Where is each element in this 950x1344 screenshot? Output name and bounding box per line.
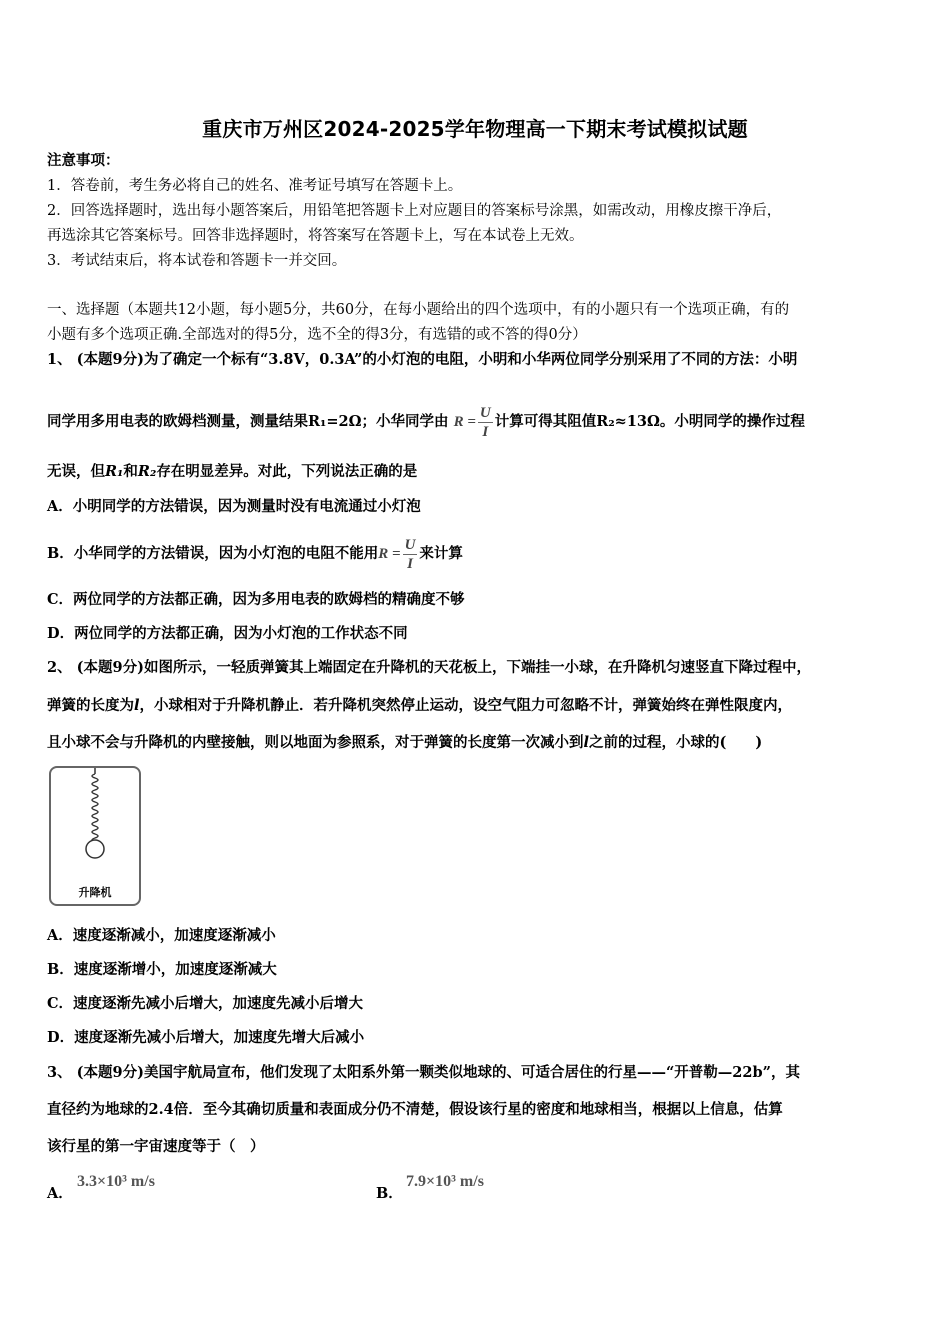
option-c: C．两位同学的方法都正确，因为多用电表的欧姆档的精确度不够 — [47, 591, 465, 608]
notice-item: 3．考试结束后，将本试卷和答题卡一并交回。 — [47, 253, 347, 269]
text-fragment: 和 — [123, 463, 138, 480]
r2-symbol: R₂ — [137, 463, 157, 480]
option-a — [47, 1173, 155, 1204]
text-fragment: B．小华同学的方法错误，因为小灯泡的电阻不能用 — [47, 545, 379, 562]
question-1-text: 1、 (本题9分)为了确定一个标有“3.8V，0.3A”的小灯泡的电阻，小明和小华两位同学分别采用了不同的方法：小明 — [47, 351, 798, 368]
text-fragment: ；小华同学由 — [361, 413, 449, 430]
notice-item: 1．答卷前，考生务必将自己的姓名、准考证号填写在答题卡上。 — [47, 178, 463, 194]
length-symbol: l — [134, 697, 140, 714]
question-3-text: 该行星的第一宇宙速度等于（ ） — [47, 1138, 265, 1155]
formula-numerator: U — [404, 536, 416, 553]
option-a: A．小明同学的方法错误，因为测量时没有电流通过小灯泡 — [47, 498, 421, 515]
text-fragment: 且小球不会与升降机的内壁接触，则以地面为参照系，对于弹簧的长度第一次减小到 — [47, 734, 584, 751]
formula-lhs: R = — [378, 546, 401, 562]
elevator-spring-figure — [49, 766, 141, 906]
formula-fraction — [478, 404, 493, 441]
question-2-text — [47, 733, 762, 753]
option-value: 3.3×10³ m/s — [77, 1173, 155, 1190]
notice-item: 再选涂其它答案标号。回答非选择题时，将答案写在答题卡上，写在本试卷上无效。 — [47, 228, 584, 244]
notice-item: 2．回答选择题时，选出每小题答案后，用铅笔把答题卡上对应题目的答案标号涂黑，如需改动，用橡皮擦干净后， — [47, 203, 782, 219]
section-instructions: 小题有多个选项正确.全部选对的得5分，选不全的得3分，有选错的或不答的得0分） — [47, 327, 587, 343]
question-1-text — [47, 462, 417, 482]
page-title: 重庆市万州区2024-2025学年物理高一下期末考试模拟试题 — [202, 117, 748, 141]
formula-denominator: I — [482, 423, 489, 440]
formula-numerator: U — [479, 404, 491, 421]
option-label: B． — [376, 1185, 403, 1202]
question-1-text — [47, 400, 805, 444]
option-value: 7.9×10³ m/s — [406, 1173, 484, 1190]
notice-heading: 注意事项： — [47, 152, 120, 169]
text-fragment: 之前的过程，小球的( ) — [589, 734, 763, 751]
text-fragment: 弹簧的长度为 — [47, 697, 134, 714]
option-b — [376, 1173, 484, 1204]
option-c: C．速度逐渐先减小后增大，加速度先减小后增大 — [47, 995, 364, 1012]
formula-lhs: R = — [453, 414, 476, 430]
text-fragment: 来计算 — [419, 545, 463, 562]
spring-ball-icon — [51, 768, 139, 888]
section-instructions: 一、选择题（本题共12小题，每小题5分，共60分，在每小题给出的四个选项中，有的小题只有一个选项正确，有的 — [47, 302, 790, 318]
text-fragment: ，小球相对于升降机静止．若升降机突然停止运动，设空气阻力可忽略不计，弹簧始终在弹性限度内， — [139, 697, 793, 714]
option-b: B．速度逐渐增小，加速度逐渐减大 — [47, 961, 277, 978]
formula-fraction — [403, 536, 418, 573]
option-a: A．速度逐渐减小，加速度逐渐减小 — [47, 927, 276, 944]
r2-value: R₂≈13Ω — [596, 413, 660, 430]
option-b — [47, 532, 463, 576]
r1-symbol: R₁ — [105, 463, 124, 480]
text-fragment: 无误，但 — [47, 463, 105, 480]
text-fragment: 同学用多用电表的欧姆档测量，测量结果 — [47, 413, 308, 430]
option-d: D．速度逐渐先减小后增大，加速度先增大后减小 — [47, 1029, 365, 1046]
formula-denominator: I — [407, 555, 413, 572]
text-fragment: 。小明同学的操作过程 — [659, 413, 805, 430]
text-fragment: 计算可得其阻值 — [494, 413, 597, 430]
length-symbol: l — [583, 734, 590, 751]
r1-value: R₁=2Ω — [308, 413, 362, 430]
question-2-text: 2、 (本题9分)如图所示，一轻质弹簧其上端固定在升降机的天花板上，下端挂一小球，在升降机匀速竖直下降过程中， — [47, 659, 811, 676]
question-2-text — [47, 696, 792, 716]
question-3-text: 直径约为地球的2.4倍．至今其确切质量和表面成分仍不清楚，假设该行星的密度和地球相当，根据以上信息，估算 — [47, 1101, 783, 1118]
figure-label: 升降机 — [78, 886, 112, 899]
option-label: A． — [47, 1185, 73, 1202]
option-d: D．两位同学的方法都正确，因为小灯泡的工作状态不同 — [47, 625, 408, 642]
text-fragment: 存在明显差异。对此，下列说法正确的是 — [156, 463, 418, 480]
question-3-text: 3、 (本题9分)美国宇航局宣布，他们发现了太阳系外第一颗类似地球的、可适合居住的行星——“开普勒—22b”，其 — [47, 1064, 800, 1081]
